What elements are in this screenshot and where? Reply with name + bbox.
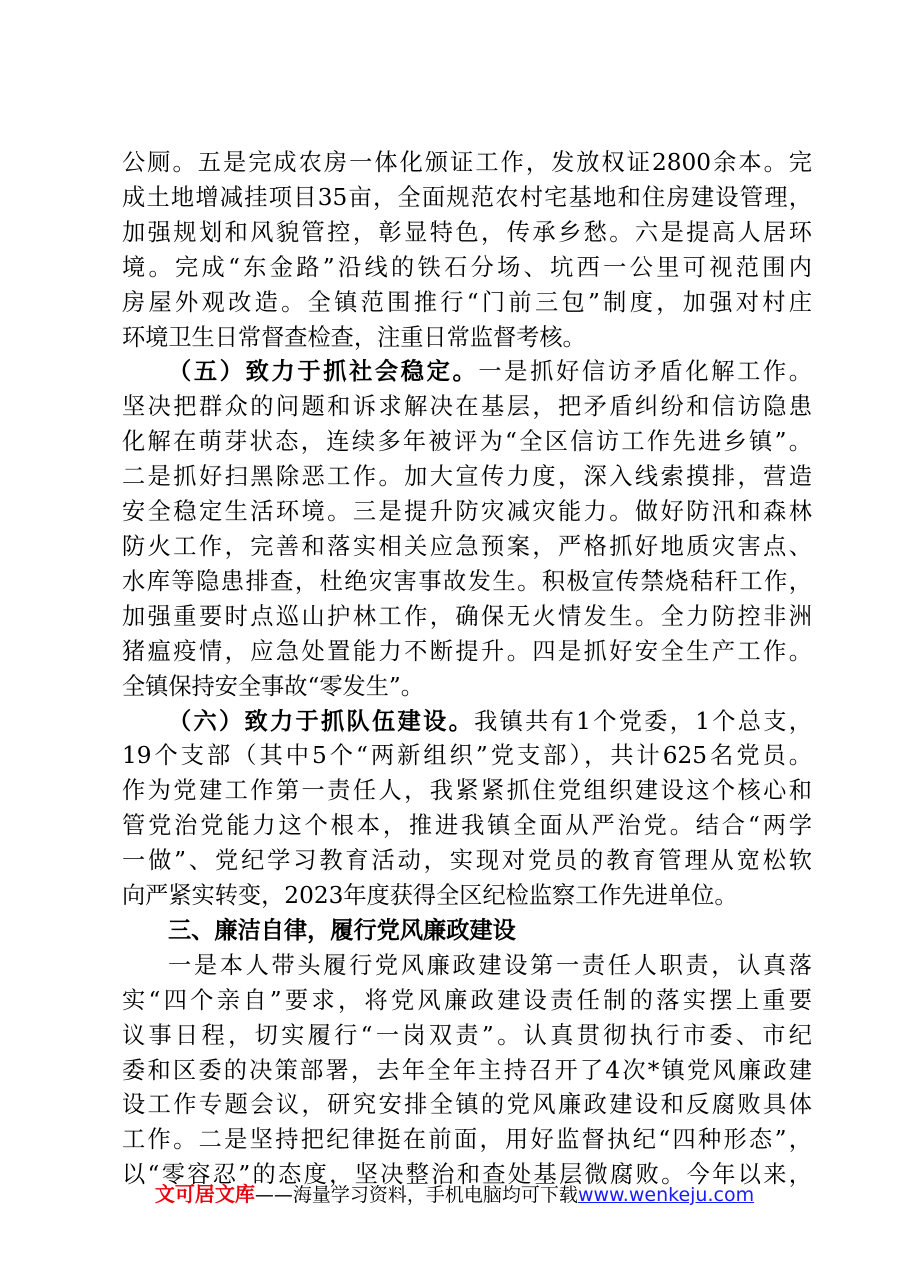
text-line: 向严紧实转变，2023年度获得全区纪检监察工作先进单位。 (122, 882, 738, 910)
footer-banner (0, 1178, 909, 1207)
text-line: 设工作专题会议，研究安排全镇的党风廉政建设和反腐败具体 (122, 1091, 812, 1119)
section-heading: 三、廉洁自律，履行党风廉政建设 (168, 916, 516, 944)
paragraph-first-line: 一是本人带头履行党风廉政建设第一责任人职责，认真落 (168, 951, 812, 979)
text-line: 境。完成“东金路”沿线的铁石分场、坑西一公里可视范围内 (122, 253, 812, 281)
text-line: 公厕。五是完成农房一体化颁证工作，发放权证2800余本。完 (122, 149, 812, 176)
footer-slogan: ——海量学习资料，手机电脑均可下载 (254, 1184, 578, 1206)
text-line: 猪瘟疫情，应急处置能力不断提升。四是抓好安全生产工作。 (122, 637, 812, 665)
text-line: 一做”、党纪学习教育活动，实现对党员的教育管理从宽松软 (122, 847, 812, 875)
subsection-title: （五）致力于抓社会稳定。 (168, 358, 479, 386)
text-line: 环境卫生日常督查检查，注重日常监督考核。 (122, 323, 586, 351)
text-line: 以“零容忍”的态度，坚决整治和查处基层微腐败。今年以来， (122, 1161, 812, 1189)
text-line: 防火工作，完善和落实相关应急预案，严格抓好地质灾害点、 (122, 532, 812, 560)
text-line: 加强重要时点巡山护林工作，确保无火情发生。全力防控非洲 (122, 602, 812, 630)
subsection-text: 我镇共有1个党委，1个总支， (474, 707, 812, 735)
subsection-first-line (122, 705, 812, 740)
text-line: 化解在萌芽状态，连续多年被评为“全区信访工作先进乡镇”。 (122, 428, 812, 456)
text-line: 管党治党能力这个根本，推进我镇全面从严治党。结合“两学 (122, 812, 812, 840)
document-body (122, 146, 812, 1193)
text-line: 议事日程，切实履行“一岗双责”。认真贯彻执行市委、市纪 (122, 1021, 812, 1049)
text-line: 实“四个亲自”要求，将党风廉政建设责任制的落实摆上重要 (122, 986, 812, 1014)
footer-site-link[interactable]: www.wenkeju.com (577, 1184, 755, 1206)
text-line: 全镇保持安全事故“零发生”。 (122, 672, 424, 700)
text-line: 委和区委的决策部署，去年全年主持召开了4次*镇党风廉政建 (122, 1056, 812, 1084)
text-line: 工作。二是坚持把纪律挺在前面，用好监督执纪“四种形态”， (122, 1126, 812, 1154)
text-line: 房屋外观改造。全镇范围推行“门前三包”制度，加强对村庄 (122, 288, 812, 316)
text-line: 成土地增减挂项目35亩，全面规范农村宅基地和住房建设管理， (122, 183, 812, 211)
text-line: 水库等隐患排查，杜绝灾害事故发生。积极宣传禁烧秸秆工作， (122, 567, 812, 595)
footer-brand: 文可居文库 (154, 1182, 255, 1206)
text-line: 安全稳定生活环境。三是提升防灾减灾能力。做好防汛和森林 (122, 498, 812, 526)
text-line: 坚决把群众的问题和诉求解决在基层，把矛盾纠纷和信访隐患 (122, 393, 812, 421)
text-line: 二是抓好扫黑除恶工作。加大宣传力度，深入线索摸排，营造 (122, 463, 812, 491)
subsection-first-line (122, 355, 812, 390)
text-line: 19个支部（其中5个“两新组织”党支部），共计625名党员。 (122, 742, 812, 770)
subsection-title: （六）致力于抓队伍建设。 (168, 707, 475, 735)
subsection-text: 一是抓好信访矛盾化解工作。 (478, 358, 812, 386)
text-line: 加强规划和风貌管控，彰显特色，传承乡愁。六是提高人居环 (122, 218, 812, 246)
text-line: 作为党建工作第一责任人，我紧紧抓住党组织建设这个核心和 (122, 777, 812, 805)
